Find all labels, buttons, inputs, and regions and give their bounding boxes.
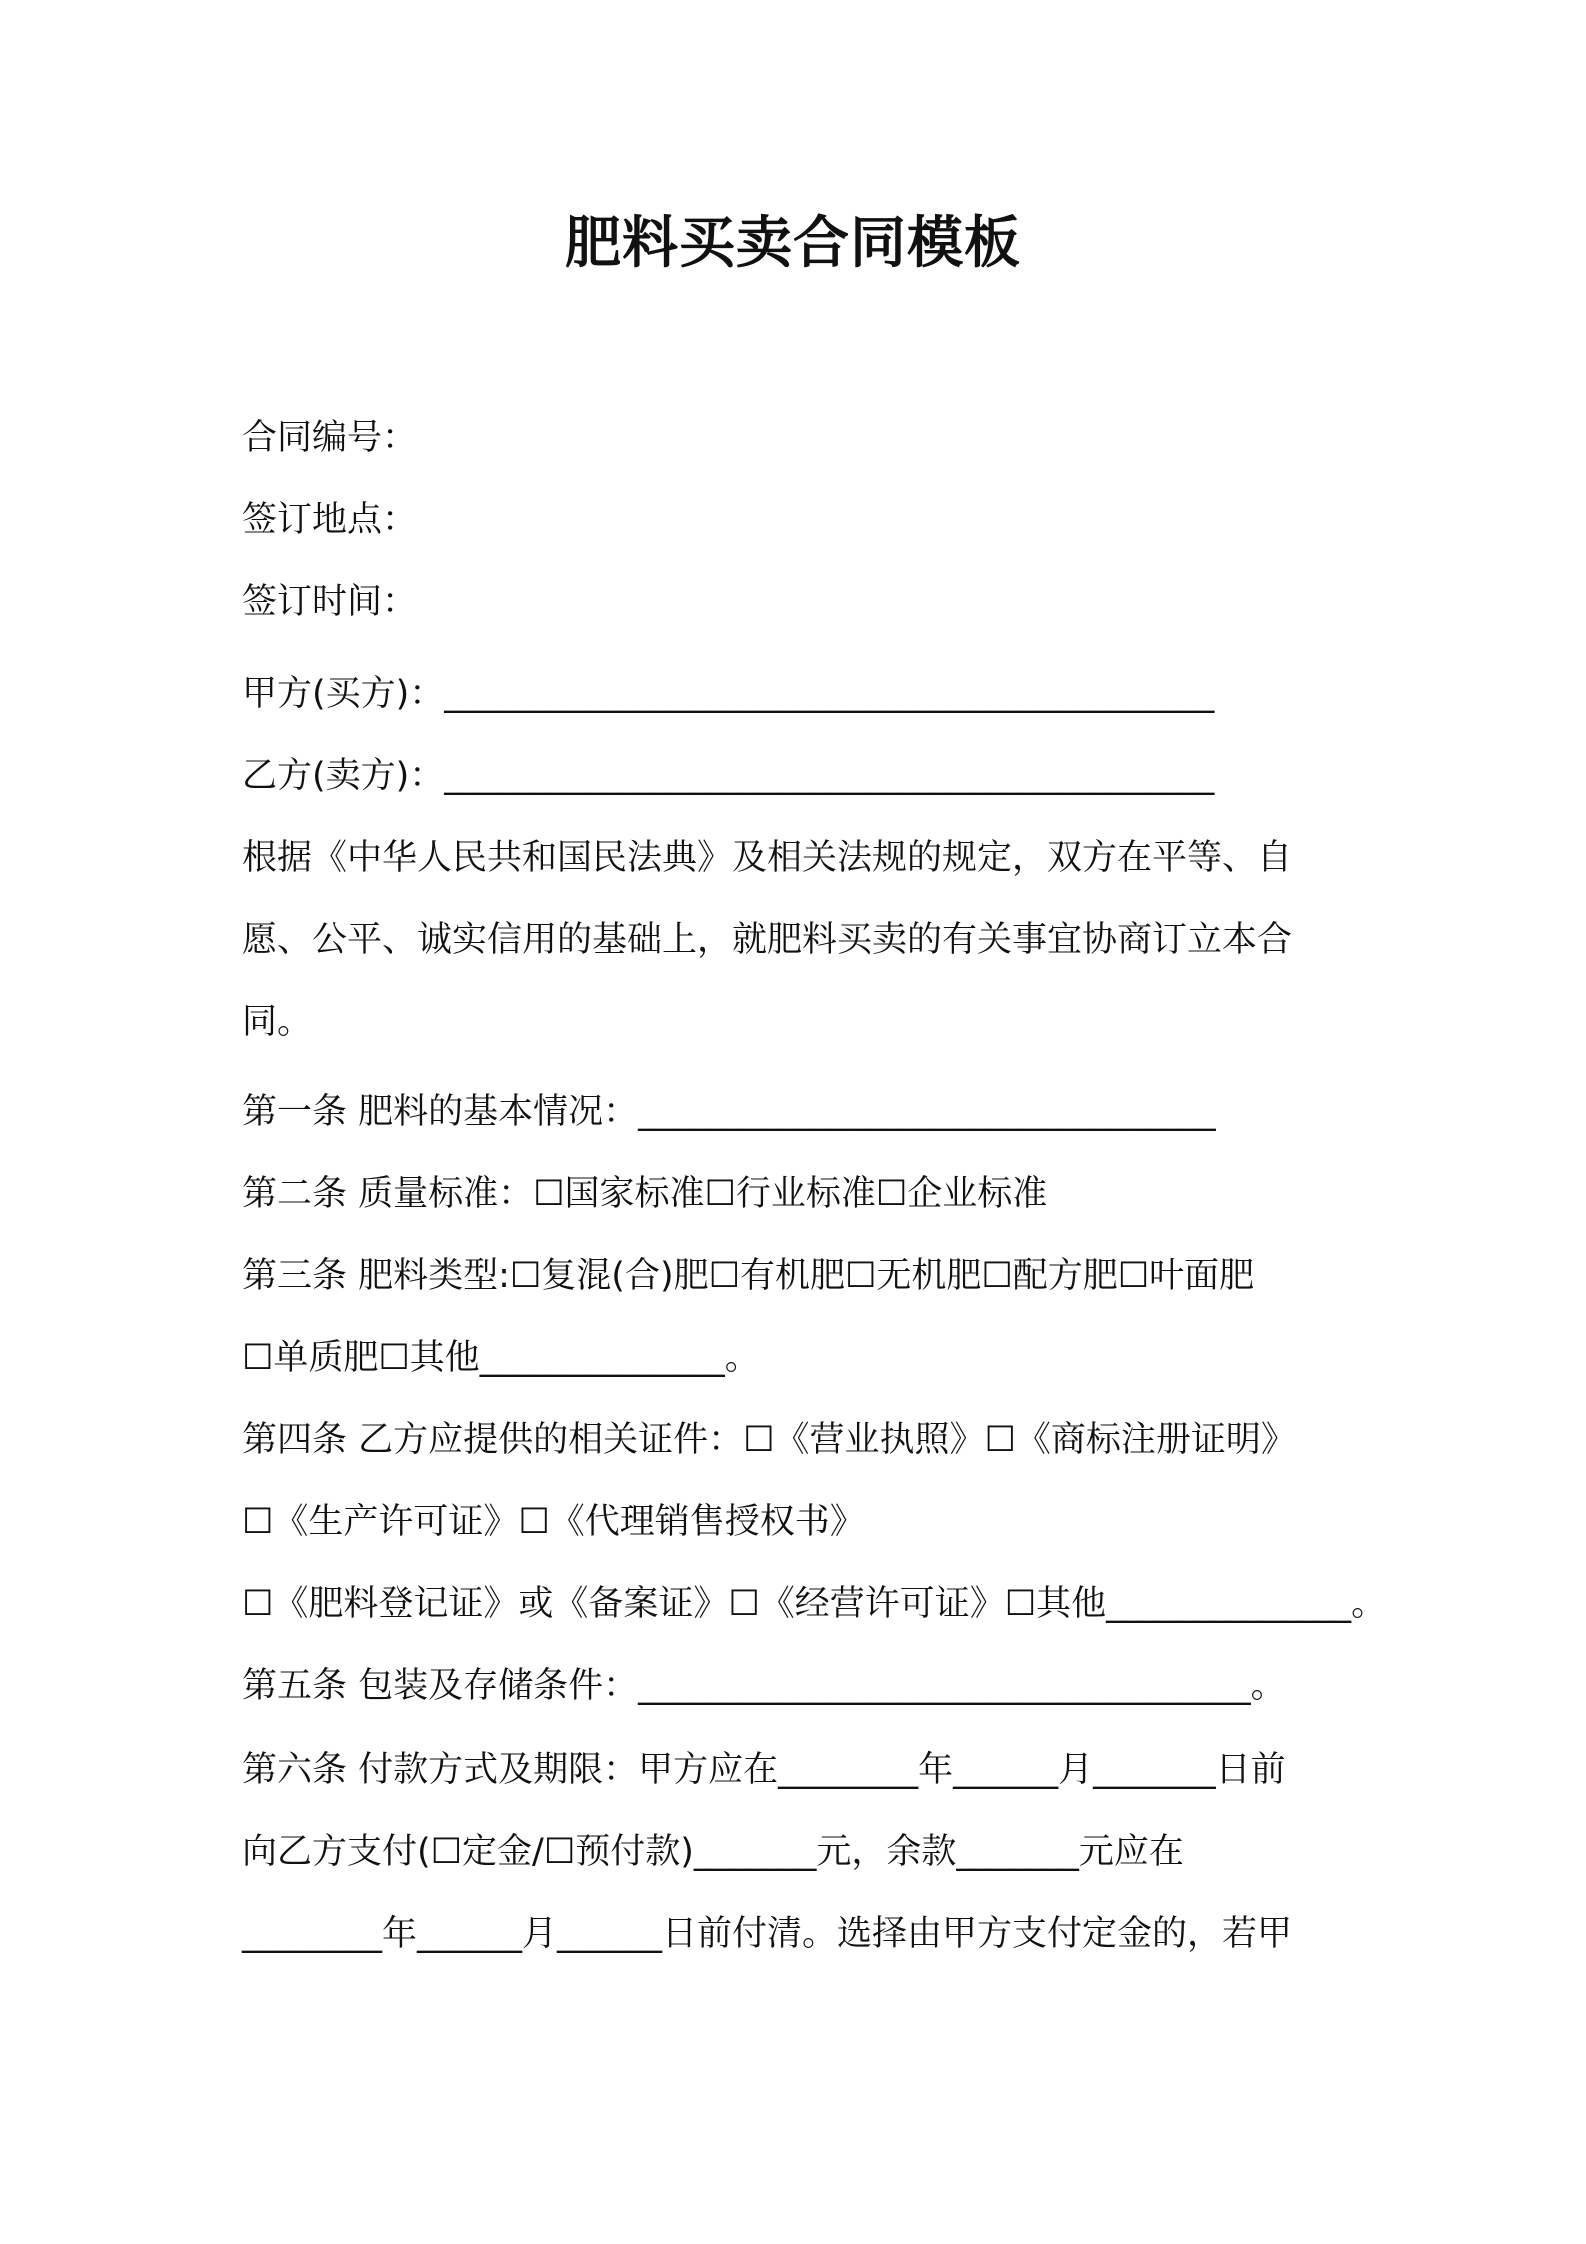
article-4-line-1: 第四条 乙方应提供的相关证件：☐《营业执照》☐《商标注册证明》 — [242, 1420, 1296, 1460]
article-4-line-3: ☐《肥料登记证》或《备案证》☐《经营许可证》☐其他______________。 — [242, 1584, 1387, 1624]
article-6-line-3: ________年______月______日前付清。选择由甲方支付定金的，若甲 — [242, 1914, 1293, 1954]
article-2-line: 第二条 质量标准：☐国家标准☐行业标准☐企业标准 — [242, 1174, 1048, 1214]
signing-place-line: 签订地点： — [242, 500, 418, 540]
article-1-line: 第一条 肥料的基本情况：_________________________________ — [242, 1092, 1216, 1132]
preamble-line-3: 同。 — [242, 1002, 313, 1042]
signing-time-line: 签订时间： — [242, 582, 418, 622]
article-6-line-1: 第六条 付款方式及期限：甲方应在________年______月_______日前 — [242, 1750, 1286, 1790]
contract-number-line: 合同编号： — [242, 418, 418, 458]
article-4-line-2: ☐《生产许可证》☐《代理销售授权书》 — [242, 1502, 865, 1542]
article-3-line-2: ☐单质肥☐其他______________。 — [242, 1338, 760, 1378]
article-3-line-1: 第三条 肥料类型:☐复混(合)肥☐有机肥☐无机肥☐配方肥☐叶面肥 — [242, 1256, 1255, 1296]
party-b-line: 乙方(卖方)：____________________________________________ — [242, 756, 1215, 796]
article-6-line-2: 向乙方支付(☐定金/☐预付款)_______元，余款_______元应在 — [242, 1832, 1184, 1872]
preamble-line-2: 愿、公平、诚实信用的基础上，就肥料买卖的有关事宜协商订立本合 — [242, 920, 1293, 960]
preamble-line-1: 根据《中华人民共和国民法典》及相关法规的规定，双方在平等、自 — [242, 838, 1293, 878]
party-a-line: 甲方(买方)：____________________________________________ — [242, 674, 1215, 714]
document-title: 肥料买卖合同模板 — [565, 211, 1021, 276]
article-5-line: 第五条 包装及存储条件：___________________________________。 — [242, 1666, 1286, 1706]
